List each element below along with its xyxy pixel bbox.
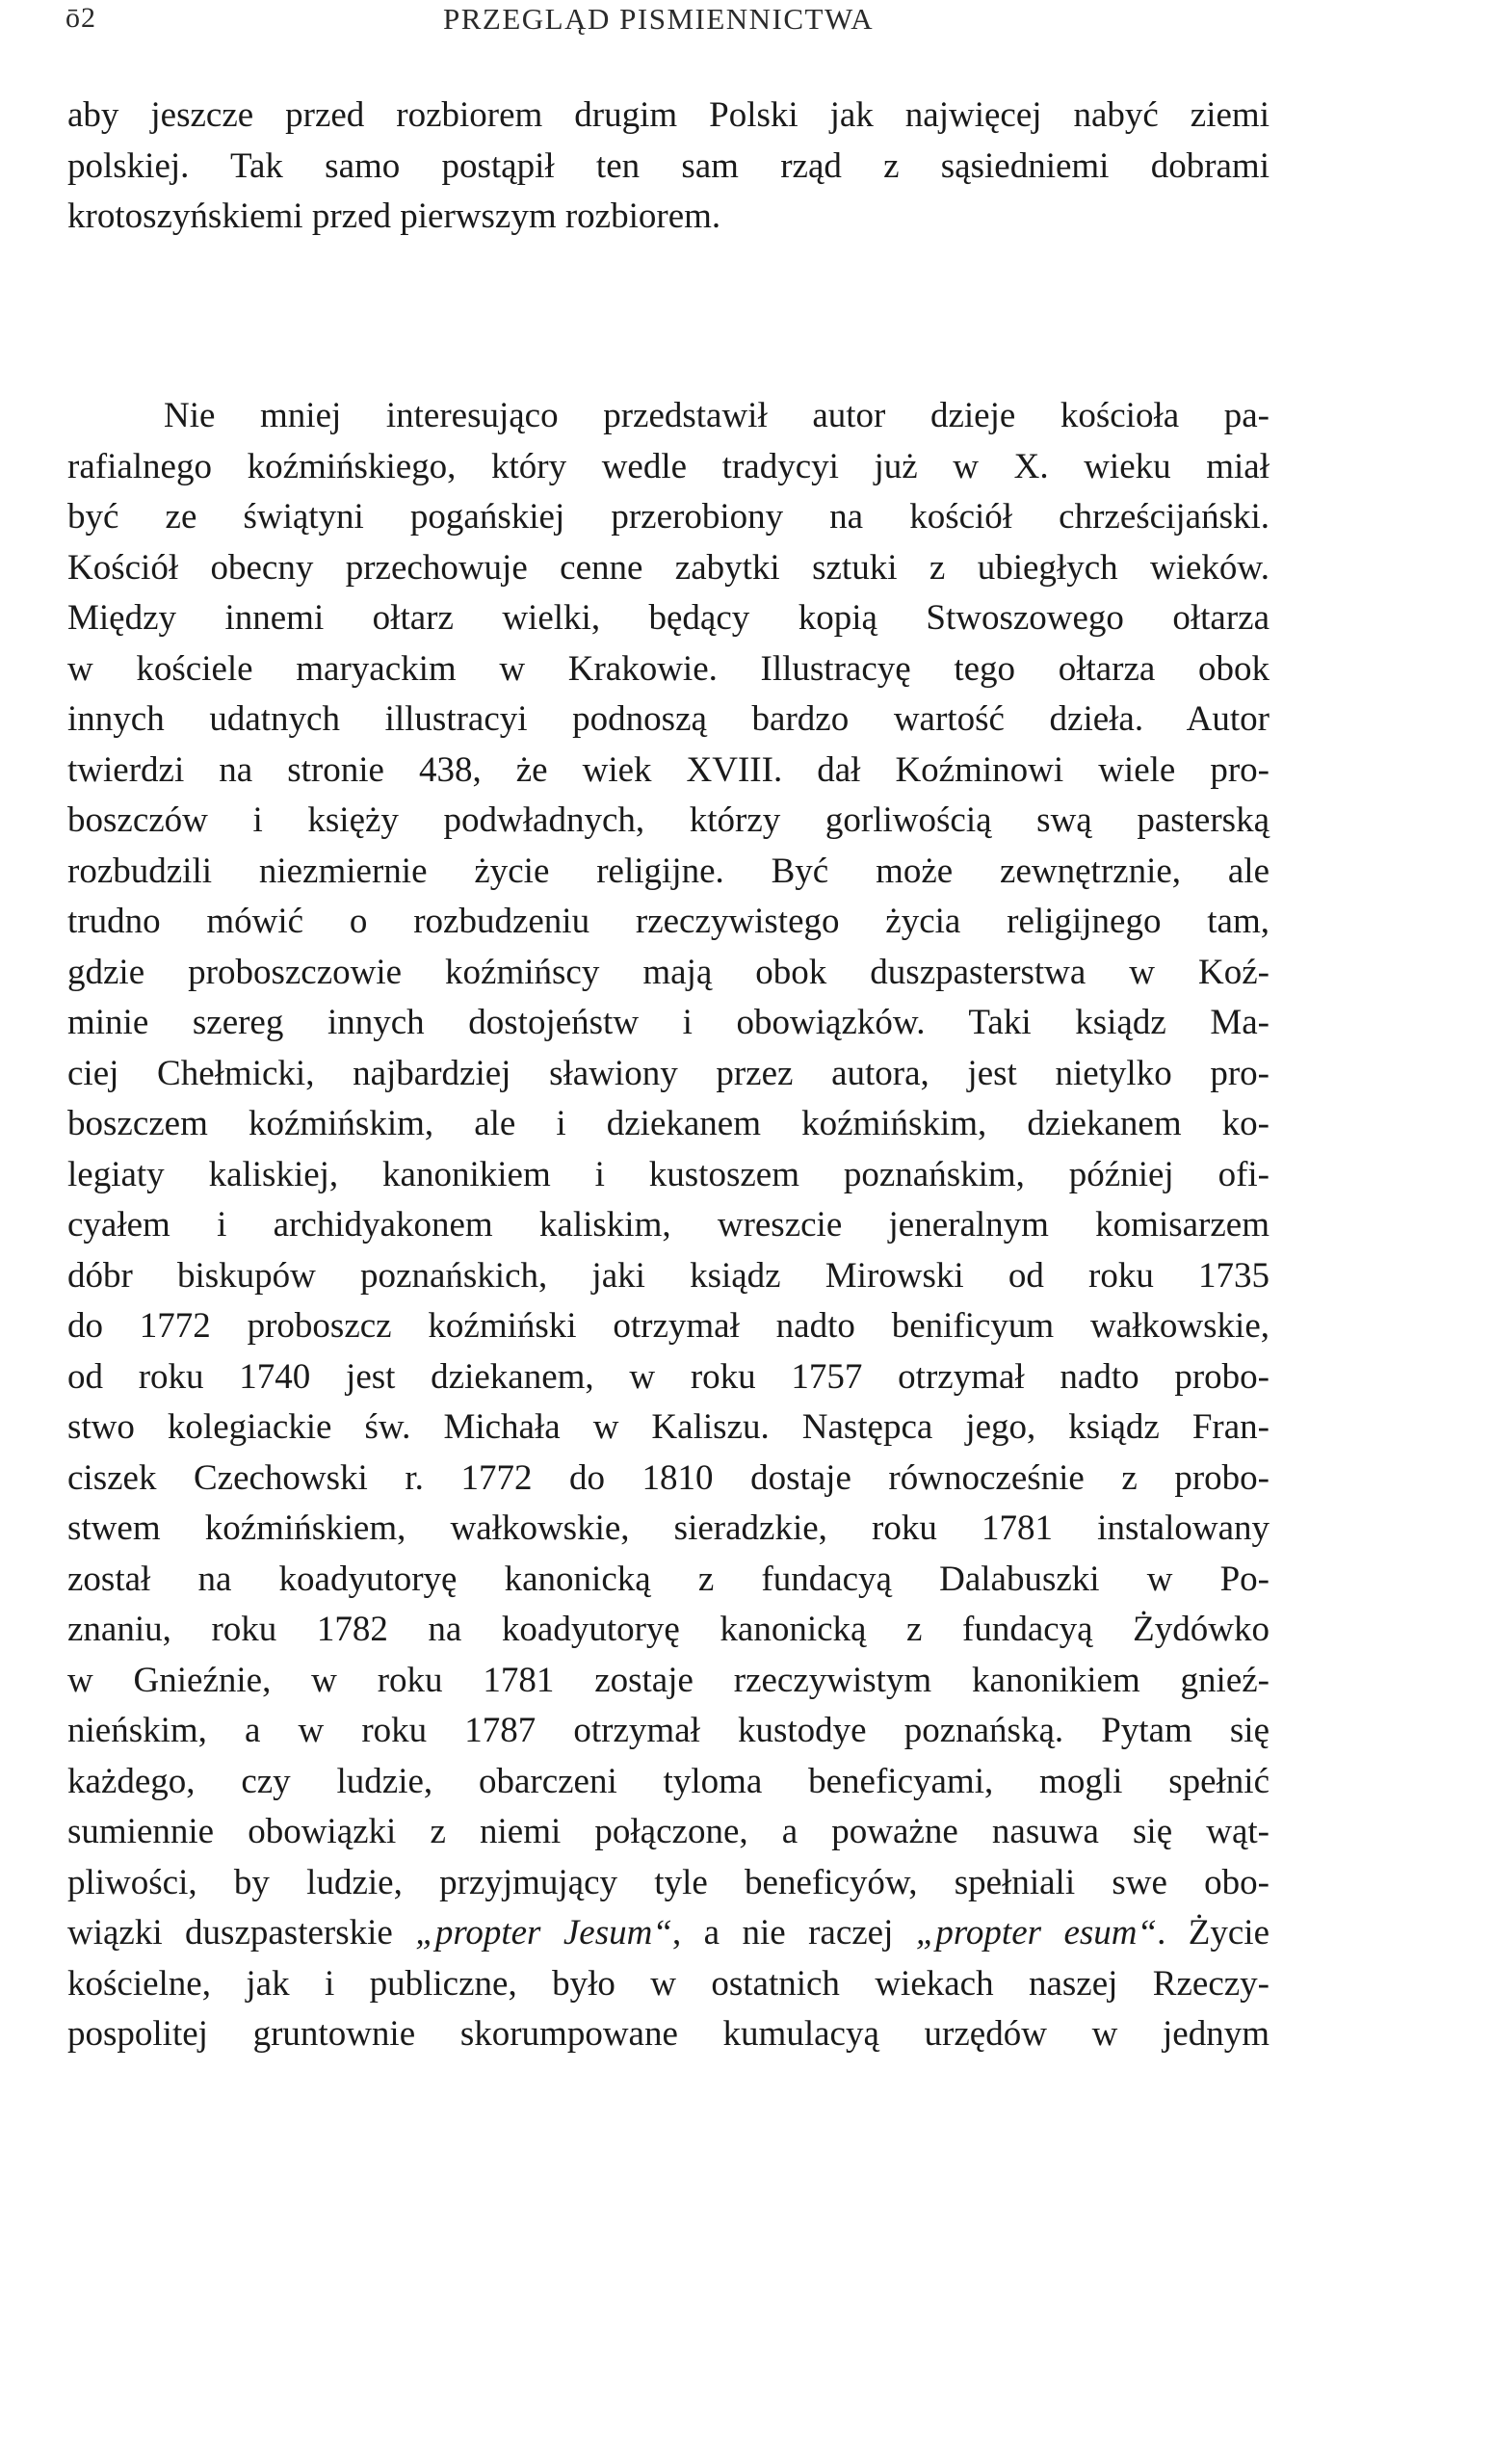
text-line: został na koadyutoryę kanonicką z fundacyą Dalabuszki w Po-: [67, 1559, 1270, 1599]
text-segment: wiązki duszpasterskie: [67, 1913, 416, 1953]
text-line: boszczów i księży podwładnych, którzy gorliwością swą pasterską: [67, 800, 1270, 840]
text-line: Kościół obecny przechowuje cenne zabytki sztuki z ubiegłych wieków.: [67, 547, 1270, 588]
text-line: rafialnego koźmińskiego, który wedle tradycyi już w X. wieku miał: [67, 446, 1270, 486]
text-line: dóbr biskupów poznańskich, jaki ksiądz Mirowski od roku 1735: [67, 1255, 1270, 1296]
text-line: kościelne, jak i publiczne, było w ostatnich wiekach naszej Rzeczy-: [67, 1963, 1270, 2004]
text-line: stwem koźmińskiem, wałkowskie, sieradzkie, roku 1781 instalowany: [67, 1508, 1270, 1548]
text-line: do 1772 proboszcz koźmiński otrzymał nadto benificyum wałkowskie,: [67, 1306, 1270, 1346]
text-segment: , a nie raczej: [671, 1913, 916, 1953]
text-line: ciej Chełmicki, najbardziej sławiony przez autora, jest nietylko pro-: [67, 1053, 1270, 1093]
text-line: rozbudzili niezmiernie życie religijne. Być może zewnętrznie, ale: [67, 851, 1270, 891]
text-line: ciszek Czechowski r. 1772 do 1810 dostaje równocześnie z probo-: [67, 1457, 1270, 1498]
text-line: być ze świątyni pogańskiej przerobiony na kościół chrześcijański.: [67, 497, 1270, 537]
text-line: krotoszyńskiemi przed pierwszym rozbiorem.: [67, 197, 721, 236]
text-line: Nie mniej interesująco przedstawił autor dzieje kościoła pa-: [164, 396, 1270, 435]
text-line: cyałem i archidyakonem kaliskim, wreszcie jeneralnym komisarzem: [67, 1205, 1270, 1245]
text-line: polskiej. Tak samo postąpił ten sam rząd z sąsiedniemi dobrami: [67, 145, 1270, 186]
text-line: legiaty kaliskiej, kanonikiem i kustoszem poznańskim, później ofi-: [67, 1154, 1270, 1194]
text-segment: . Życie: [1157, 1913, 1270, 1953]
text-line: każdego, czy ludzie, obarczeni tyloma beneficyami, mogli spełnić: [67, 1761, 1270, 1801]
italic-phrase: „propter esum“: [915, 1913, 1158, 1953]
text-line: Między innemi ołtarz wielki, będący kopią Stwoszowego ołtarza: [67, 598, 1270, 638]
text-line: trudno mówić o rozbudzeniu rzeczywistego życia religijnego tam,: [67, 902, 1270, 941]
text-line: w Gnieźnie, w roku 1781 zostaje rzeczywistym kanonikiem gnieź-: [67, 1660, 1270, 1700]
text-line: minie szereg innych dostojeństw i obowiązków. Taki ksiądz Ma-: [67, 1003, 1270, 1042]
text-line: pospolitej gruntownie skorumpowane kumulacyą urzędów w jednym: [67, 2014, 1270, 2054]
running-head: [65, 0, 1270, 42]
text-line: stwo kolegiackie św. Michała w Kaliszu. Następca jego, ksiądz Fran-: [67, 1407, 1270, 1447]
running-title: PRZEGLĄD PISMIENNICTWA: [443, 2, 875, 36]
text-line: sumiennie obowiązki z niemi połączone, a poważne nasuwa się wąt-: [67, 1812, 1270, 1851]
page-number: ō2: [65, 2, 96, 34]
text-line: znaniu, roku 1782 na koadyutoryę kanonicką z fundacyą Żydówko: [67, 1610, 1270, 1649]
paragraph-parish-church: [67, 391, 1270, 2060]
text-line: w kościele maryackim w Krakowie. Illustracyę tego ołtarza obok: [67, 648, 1270, 689]
text-line: pliwości, by ludzie, przyjmujący tyle beneficyów, spełniali swe obo-: [67, 1862, 1270, 1902]
text-line-with-italics: [67, 1908, 1270, 1959]
text-line: od roku 1740 jest dziekanem, w roku 1757 otrzymał nadto probo-: [67, 1356, 1270, 1397]
italic-phrase: „propter Jesum“: [415, 1913, 672, 1953]
text-line: innych udatnych illustracyi podnoszą bardzo wartość dzieła. Autor: [67, 699, 1270, 739]
paragraph-continuation: [67, 91, 1270, 243]
text-line: aby jeszcze przed rozbiorem drugim Polski jak najwięcej nabyć ziemi: [67, 95, 1270, 135]
text-line: twierdzi na stronie 438, że wiek XVIII. dał Koźminowi wiele pro-: [67, 749, 1270, 790]
text-line: gdzie proboszczowie koźmińscy mają obok duszpasterstwa w Koź-: [67, 952, 1270, 992]
text-line: nieńskim, a w roku 1787 otrzymał kustodye poznańską. Pytam się: [67, 1711, 1270, 1750]
text-line: boszczem koźmińskim, ale i dziekanem koźmińskim, dziekanem ko-: [67, 1104, 1270, 1143]
